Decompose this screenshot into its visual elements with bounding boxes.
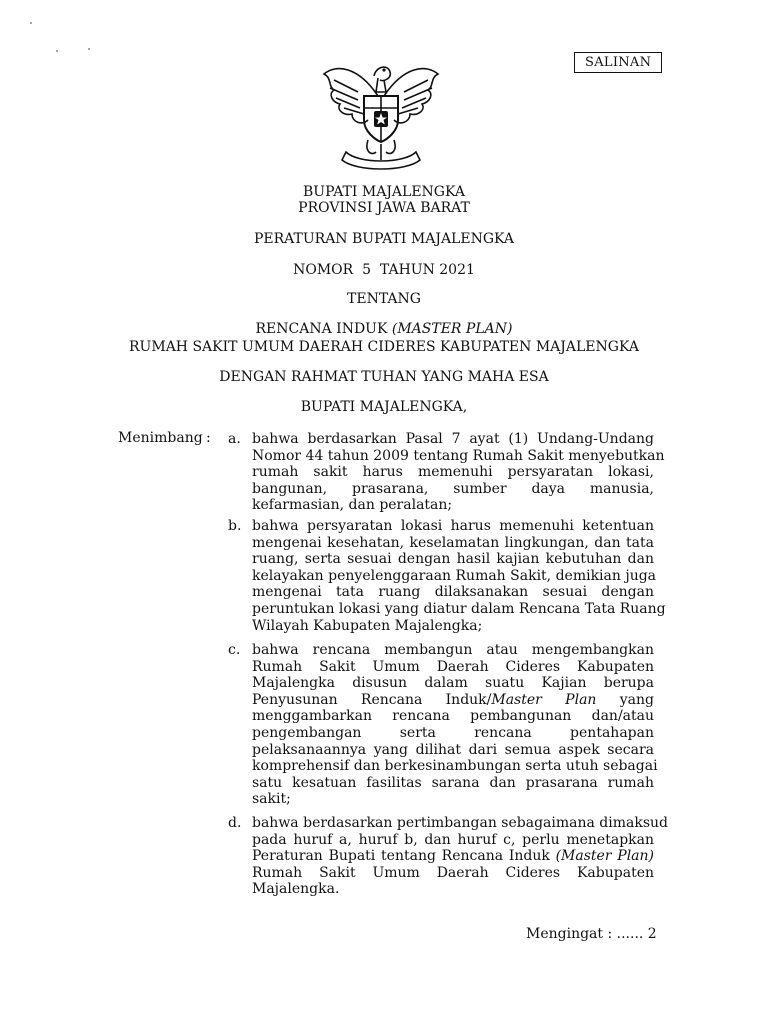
next-page-catchword: Mengingat : ...... 2 <box>526 926 657 942</box>
menimbang-item-b <box>252 518 666 634</box>
text-line: sakit; <box>252 791 291 808</box>
regent-title: BUPATI MAJALENGKA <box>302 184 465 200</box>
text-line: Peraturan Bupati tentang Rencana Induk (Master Plan) <box>252 848 655 865</box>
enacting-authority: BUPATI MAJALENGKA, <box>300 399 468 415</box>
text-line: Majalengka. <box>252 881 340 898</box>
text-line: Rumah Sakit Umum Daerah Cideres Kabupaten <box>252 658 654 675</box>
text-line: kelayakan penyelenggaraan Rumah Sakit, demikian juga <box>252 567 657 584</box>
garuda-emblem-icon <box>318 56 444 174</box>
item-letter-b: b. <box>228 518 242 534</box>
invocation: DENGAN RAHMAT TUHAN YANG MAHA ESA <box>219 369 549 385</box>
menimbang-colon: : <box>206 430 211 446</box>
text-line: mengenai tata ruang dilaksanakan sesuai dengan <box>252 584 654 601</box>
text-line: bahwa berdasarkan pertimbangan sebagaimana dimaksud <box>252 815 669 831</box>
regulation-number: NOMOR 5 TAHUN 2021 <box>293 262 475 278</box>
text-line: Penyusunan Rencana Induk/Master Plan yang <box>252 691 654 708</box>
text-line: satu kesatuan fasilitas sarana dan prasarana rumah <box>252 774 654 791</box>
subject-line-2: RUMAH SAKIT UMUM DAERAH CIDERES KABUPATEN MAJALENGKA <box>129 339 639 355</box>
item-letter-c: c. <box>228 642 241 658</box>
text-line: Wilayah Kabupaten Majalengka; <box>252 617 483 634</box>
menimbang-item-a <box>252 431 665 514</box>
regulation-title: PERATURAN BUPATI MAJALENGKA <box>253 231 515 247</box>
subject-line-1: RENCANA INDUK (MASTER PLAN) <box>255 321 513 337</box>
text-line: peruntukan lokasi yang diatur dalam Rencana Tata Ruang <box>252 600 666 617</box>
text-line: pada huruf a, huruf b, dan huruf c, perlu menetapkan <box>252 831 654 848</box>
salinan-stamp: SALINAN <box>574 52 662 73</box>
text-line: bahwa rencana membangun atau mengembangkan <box>252 642 654 658</box>
text-line: mengenai kesehatan, keselamatan lingkungan, dan tata <box>252 534 654 551</box>
text-line: ruang, serta sesuai dengan hasil kajian kebutuhan dan <box>252 551 654 568</box>
text-line: bangunan, prasarana, sumber daya manusia, <box>252 480 654 497</box>
text-line: rumah sakit harus memenuhi persyaratan lokasi, <box>252 464 654 481</box>
text-line: bahwa persyaratan lokasi harus memenuhi ketentuan <box>252 518 654 534</box>
text-line: Rumah Sakit Umum Daerah Cideres Kabupaten <box>252 864 654 881</box>
text-line: pelaksanaannya yang dilihat dari semua aspek secara <box>252 741 654 758</box>
text-line: Majalengka disusun dalam suatu Kajian berupa <box>252 675 654 692</box>
menimbang-label: Menimbang <box>118 430 203 446</box>
province-title: PROVINSI JAWA BARAT <box>298 200 470 216</box>
text-line: Nomor 44 tahun 2009 tentang Rumah Sakit menyebutkan <box>252 447 665 464</box>
tentang-heading: TENTANG <box>347 291 421 307</box>
item-letter-a: a. <box>228 431 241 447</box>
text-line: kefarmasian, dan peralatan; <box>252 497 453 514</box>
text-line: pengembangan serta rencana pentahapan <box>252 724 654 741</box>
menimbang-item-d <box>252 815 669 898</box>
text-line: komprehensif dan berkesinambungan serta utuh sebagai <box>252 758 658 775</box>
menimbang-item-c <box>252 642 658 808</box>
text-line: menggambarkan rencana pembangunan dan/atau <box>252 708 654 725</box>
item-letter-d: d. <box>228 815 242 831</box>
text-line: bahwa berdasarkan Pasal 7 ayat (1) Undang-Undang <box>252 431 654 447</box>
